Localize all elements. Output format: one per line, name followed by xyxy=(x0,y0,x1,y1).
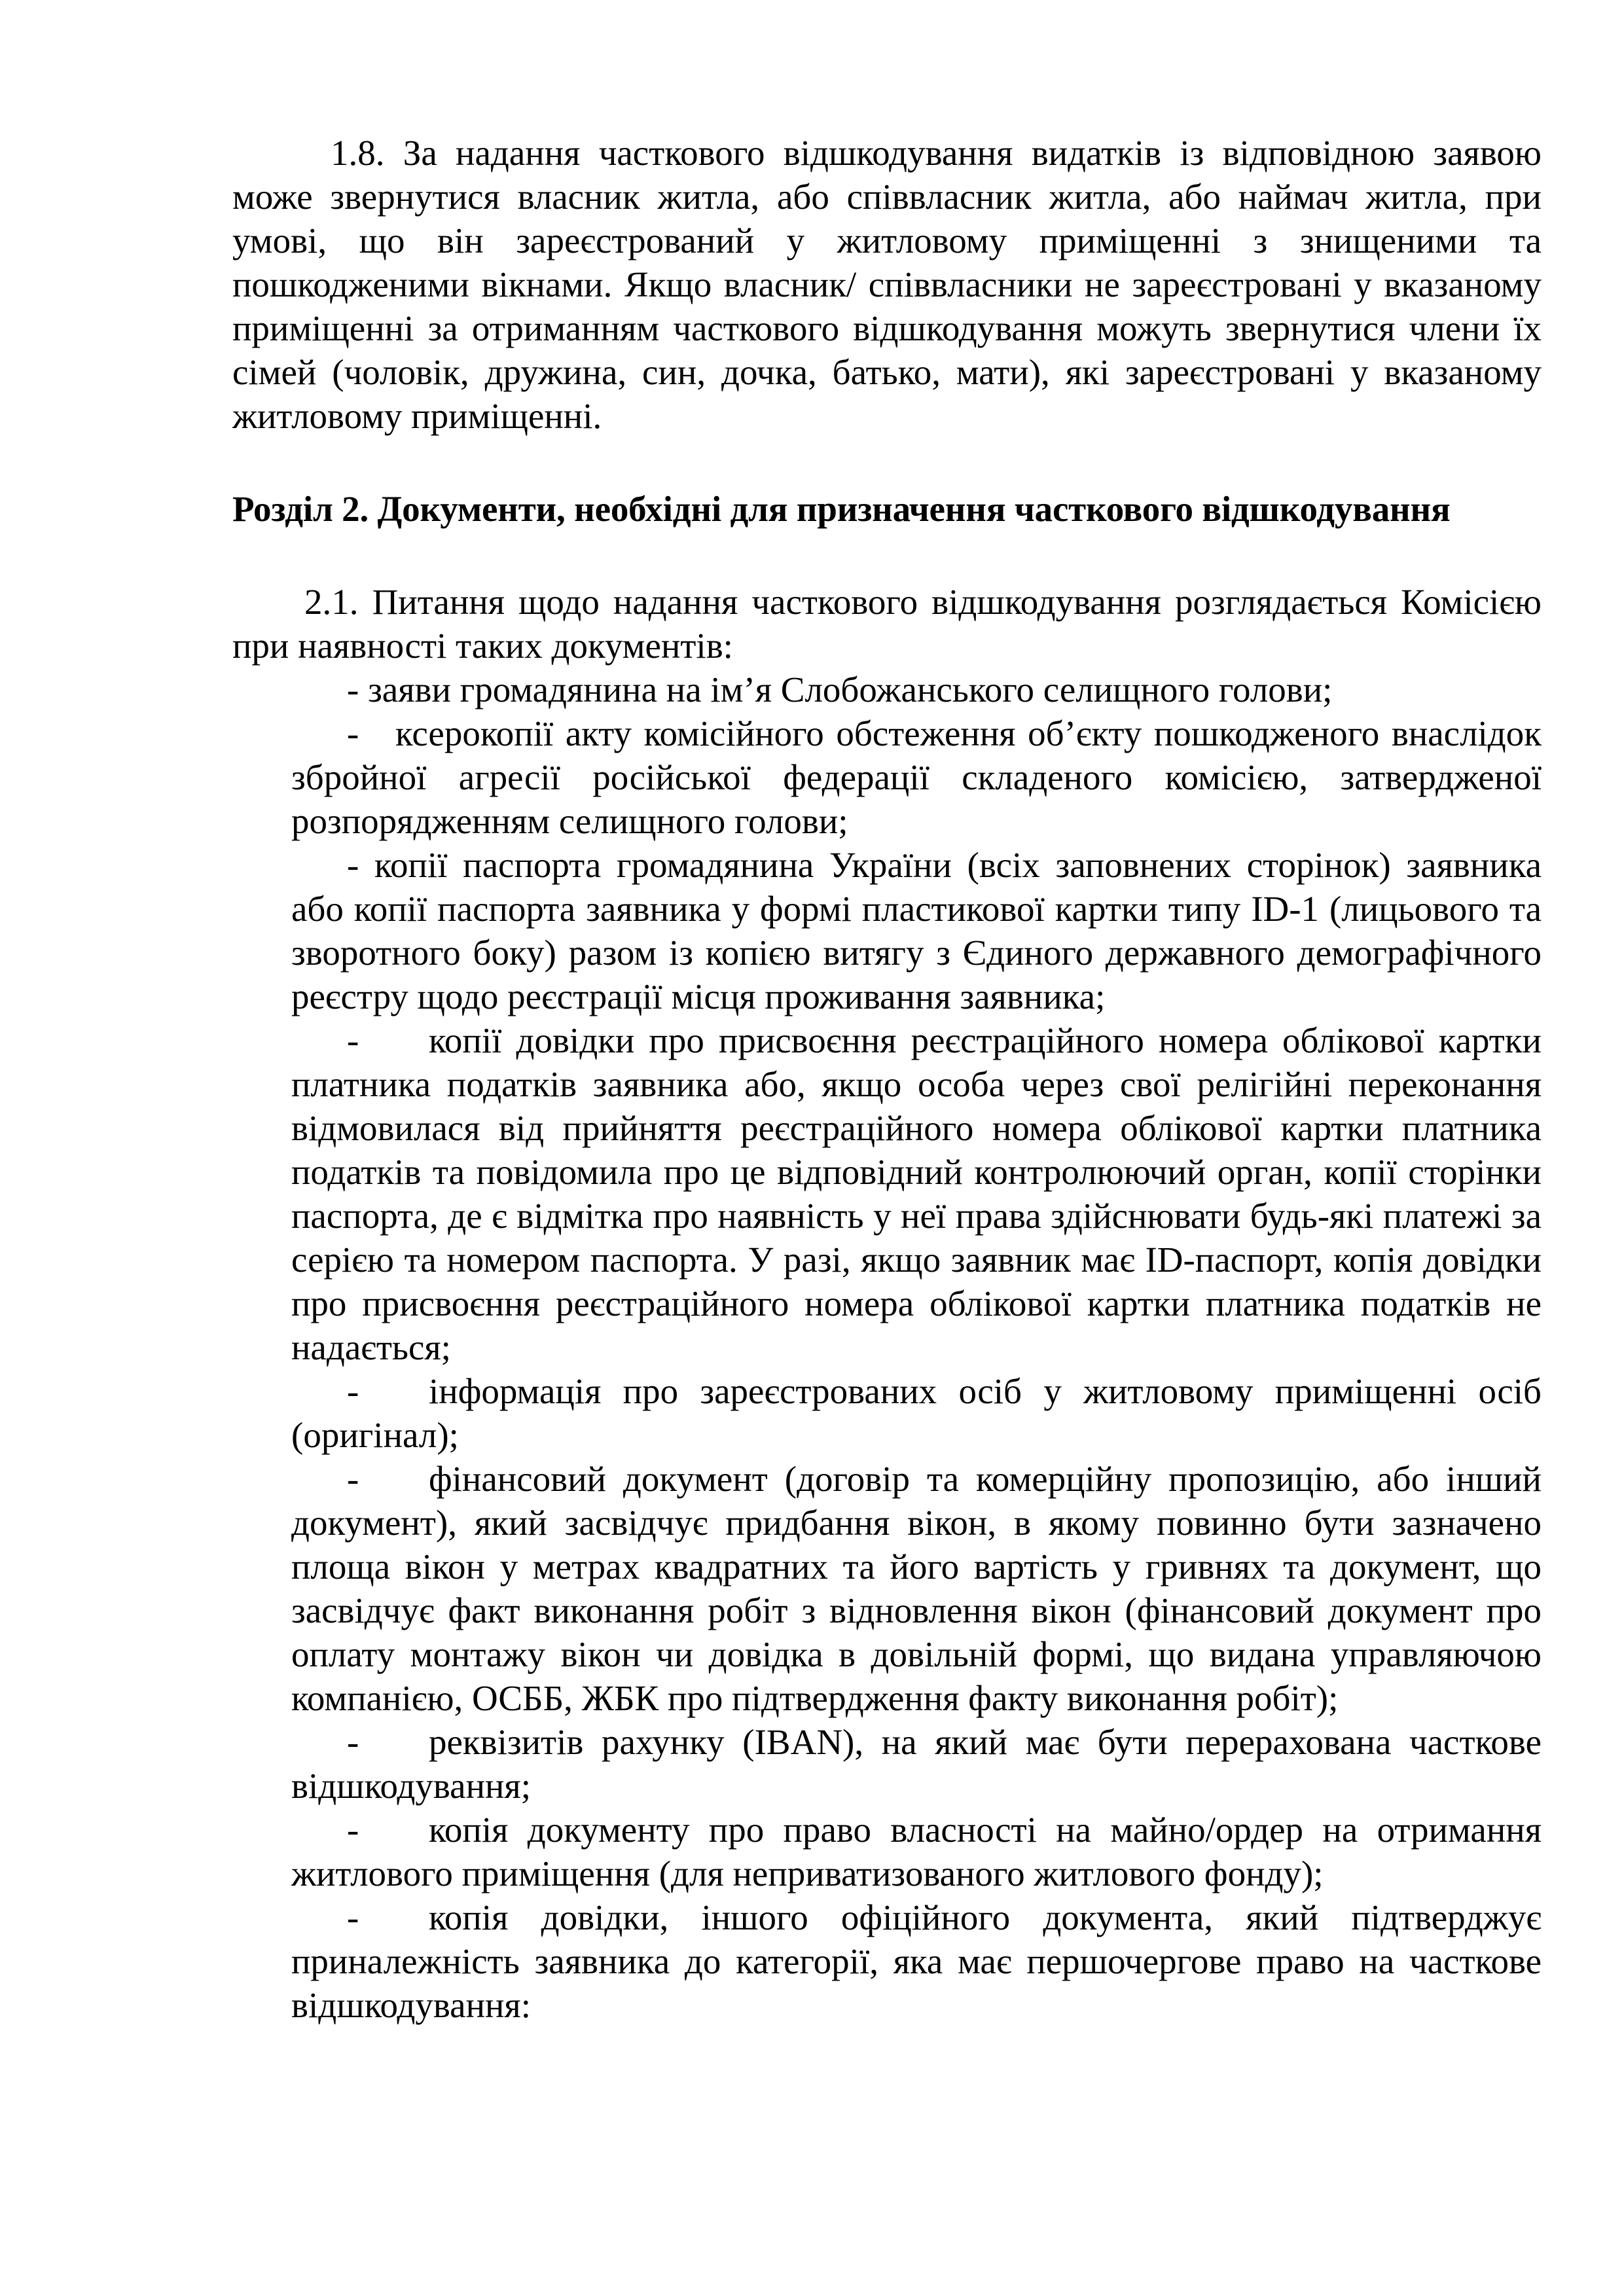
list-dash: - xyxy=(347,1897,359,1937)
list-item xyxy=(291,1457,1542,1720)
list-dash: - xyxy=(347,1722,359,1762)
list-dash: - xyxy=(347,1459,359,1499)
list-dash: - xyxy=(347,1371,359,1411)
list-item-text: фінансовий документ (договір та комерційну пропозицію, або інший документ), який засвідчує придбання вікон, в якому повинно бути зазначено площа вікон у метрах квадратних та його вартість у гривнях та документ, що засвідчує факт виконання робіт з відновлення вікон (фінансовий документ про оплату монтажу вікон чи довідка в довільній формі, що видана управляючою компанією, ОСББ, ЖБК про підтвердження факту виконання робіт); xyxy=(291,1459,1542,1718)
list-dash: - xyxy=(347,713,359,753)
list-item-text: реквізитів рахунку (IBAN), на який має бути перерахована часткове відшкодування; xyxy=(291,1722,1542,1806)
list-item xyxy=(291,1808,1542,1895)
list-dash: - xyxy=(347,845,359,885)
list-item xyxy=(291,1369,1542,1457)
list-item-text: копії паспорта громадянина України (всіх заповнених сторінок) заявника або копії паспорта заявника у формі пластикової картки типу ID-1 (лицьового та зворотного боку) разом із копією витягу з Єдиного державного демографічного реєстру щодо реєстрації місця проживання заявника; xyxy=(291,845,1542,1016)
section-2-heading: Розділ 2. Документи, необхідні для призначення часткового відшкодування xyxy=(232,489,1451,529)
list-dash: - xyxy=(347,670,359,709)
list-item xyxy=(291,843,1542,1018)
list-item xyxy=(291,711,1542,843)
clause-2-1: 2.1. Питання щодо надання часткового відшкодування розглядається Комісією при наявності таких документів: xyxy=(232,582,1542,666)
list-item-text: копії довідки про присвоєння реєстраційного номера облікової картки платника податків заявника або, якщо особа через свої релігійні переконання відмовилася від прийняття реєстраційного номера облікової картки платника податків та повідомила про це відповідний контролюючий орган, копії сторінки паспорта, де є відмітка про наявність у неї права здійснювати будь-які платежі за серією та номером паспорта. У разі, якщо заявник має ID-паспорт, копія довідки про присвоєння реєстраційного номера облікової картки платника податків не надається; xyxy=(291,1020,1542,1367)
clause-1-8: 1.8. За надання часткового відшкодування видатків із відповідною заявою може звернутися власник житла, або співвласник житла, або наймач житла, при умові, що він зареєстрований у житловому приміщенні з знищеними та пошкодженими вікнами. Якщо власник/ співвласники не зареєстровані у вказаному приміщенні за отриманням часткового відшкодування можуть звернутися члени їх сімей (чоловік, дружина, син, дочка, батько, мати), які зареєстровані у вказаному житловому приміщенні. xyxy=(232,133,1542,436)
list-item-text: інформація про зареєстрованих осіб у житловому приміщенні осіб (оригінал); xyxy=(291,1371,1542,1455)
list-dash: - xyxy=(347,1810,359,1850)
list-item xyxy=(291,1720,1542,1808)
list-item xyxy=(291,668,1542,711)
list-item xyxy=(291,1895,1542,2027)
list-item-text: копія документу про право власності на майно/ордер на отримання житлового приміщення (для неприватизованого житлового фонду); xyxy=(291,1810,1542,1893)
required-documents-list xyxy=(232,668,1542,2027)
list-dash: - xyxy=(347,1020,359,1060)
document-page xyxy=(232,131,1542,2027)
list-item xyxy=(291,1018,1542,1369)
list-item-text: копія довідки, іншого офіційного документа, який підтверджує приналежність заявника до категорії, яка має першочергове право на часткове відшкодування: xyxy=(291,1897,1542,2025)
list-item-text: заяви громадянина на ім’я Слобожанського селищного голови; xyxy=(368,670,1333,709)
list-item-text: ксерокопії акту комісійного обстеження об’єкту пошкодженого внаслідок збройної агресії російської федерації складеного комісією, затвердженої розпорядженням селищного голови; xyxy=(291,713,1542,841)
